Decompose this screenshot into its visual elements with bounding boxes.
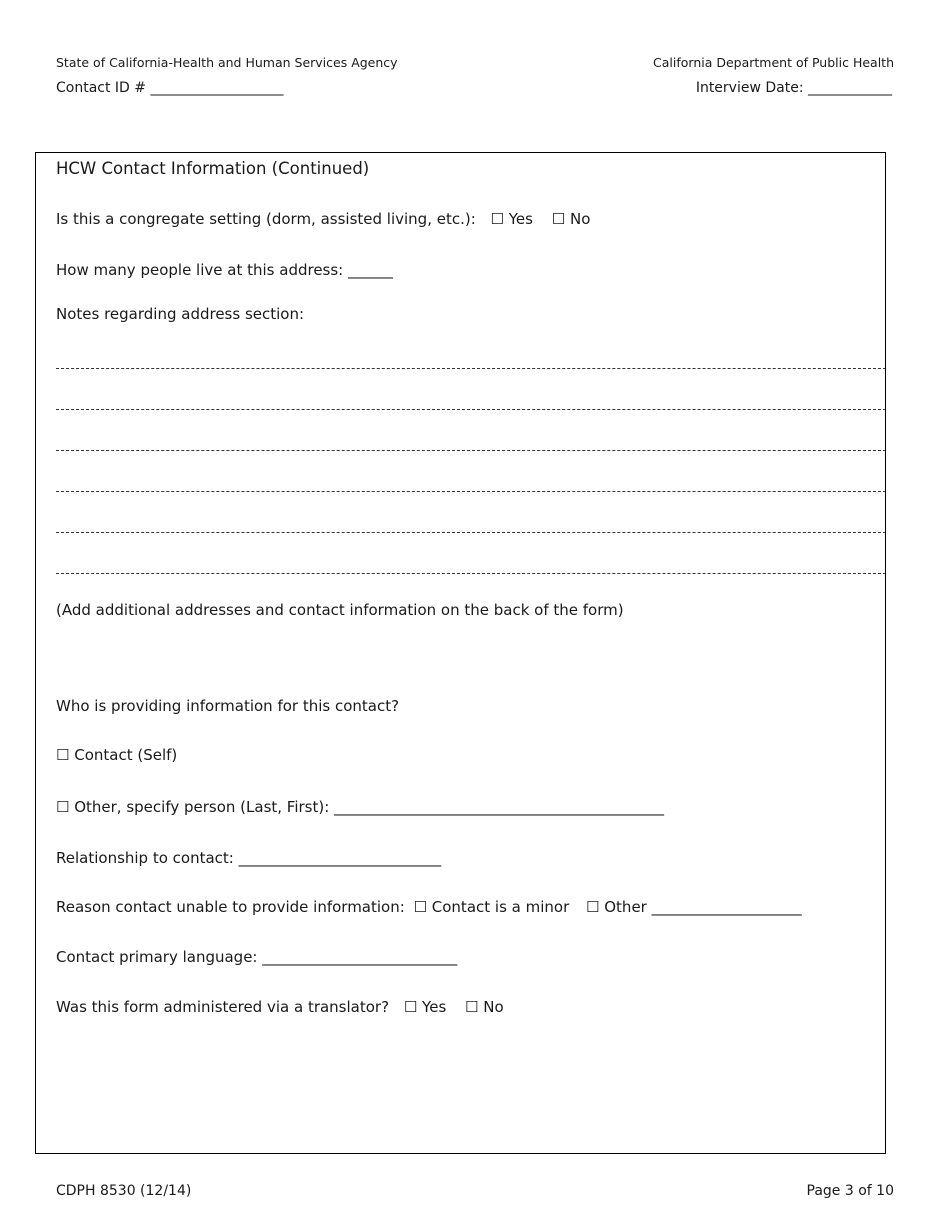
- congregate-no-checkbox[interactable]: ☐ No: [551, 210, 591, 228]
- provider-question: Who is providing information for this contact?: [56, 697, 400, 715]
- notes-line[interactable]: [56, 409, 886, 410]
- contact-id-field[interactable]: Contact ID # ___________________: [56, 80, 284, 96]
- relationship-field[interactable]: Relationship to contact: ___________________________: [56, 849, 442, 867]
- other-person-field[interactable]: ☐ Other, specify person (Last, First): ____________________________________________: [56, 798, 665, 816]
- notes-line[interactable]: [56, 532, 886, 533]
- department-name: California Department of Public Health: [653, 55, 894, 70]
- agency-name: State of California-Health and Human Services Agency: [56, 55, 398, 70]
- translator-no-checkbox[interactable]: ☐ No: [465, 998, 504, 1016]
- congregate-label: Is this a congregate setting (dorm, assisted living, etc.):: [56, 210, 476, 228]
- translator-question: [56, 998, 504, 1016]
- notes-line[interactable]: [56, 450, 886, 451]
- congregate-yes-checkbox[interactable]: ☐ Yes: [490, 210, 533, 228]
- page-number: Page 3 of 10: [806, 1183, 894, 1199]
- notes-line[interactable]: [56, 491, 886, 492]
- notes-label: Notes regarding address section:: [56, 305, 305, 323]
- form-number: CDPH 8530 (12/14): [56, 1183, 192, 1199]
- section-title: HCW Contact Information (Continued): [56, 159, 370, 178]
- congregate-question: [56, 210, 590, 228]
- additional-addresses-note: (Add additional addresses and contact information on the back of the form): [56, 601, 624, 619]
- primary-language-field[interactable]: Contact primary language: __________________________: [56, 948, 458, 966]
- notes-line[interactable]: [56, 368, 886, 369]
- contact-minor-checkbox[interactable]: ☐ Contact is a minor: [413, 898, 570, 916]
- translator-label: Was this form administered via a translator?: [56, 998, 390, 1016]
- reason-label: Reason contact unable to provide information:: [56, 898, 405, 916]
- notes-line[interactable]: [56, 573, 886, 574]
- translator-yes-checkbox[interactable]: ☐ Yes: [403, 998, 447, 1016]
- contact-self-checkbox[interactable]: ☐ Contact (Self): [56, 746, 178, 764]
- interview-date-field[interactable]: Interview Date: ____________: [695, 80, 892, 96]
- reason-row: [56, 898, 802, 916]
- form-section-box: [35, 152, 886, 1154]
- people-count-field[interactable]: How many people live at this address: ______: [56, 261, 394, 279]
- reason-other-field[interactable]: ☐ Other ____________________: [586, 898, 802, 916]
